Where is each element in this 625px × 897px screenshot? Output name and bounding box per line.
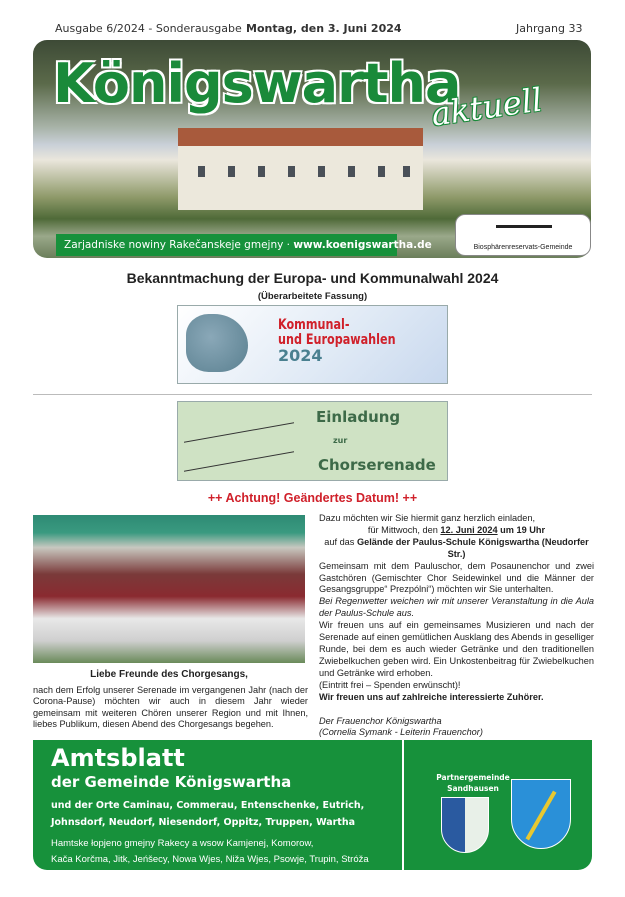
masthead-suffix: aktuell	[428, 80, 545, 134]
article-intro: nach dem Erfolg unserer Serenade im vergangenen Jahr (nach der Corona-Pause) möchten wir auch in diesem Jahr wieder gemeinsam mit weiteren Chören unserer Region und mit Ihnen, liebes Publikum, diesen Abend des Chorgesangs begehen.	[33, 685, 308, 729]
partner-label: Partnergemeinde Sandhausen	[436, 773, 510, 793]
banner-line: zur	[333, 436, 348, 445]
tagline-bar	[56, 234, 432, 256]
election-headline: Bekanntmachung der Europa- und Kommunalwahl 2024	[126, 270, 499, 286]
event-when: für Mittwoch, den 12. Juni 2024 um 19 Uhr	[367, 524, 546, 535]
volume: Jahrgang 33	[516, 22, 583, 35]
article-body	[319, 513, 594, 739]
amtsblatt-footer	[33, 740, 592, 870]
choir-photo	[33, 515, 305, 663]
biosphere-badge	[455, 214, 591, 256]
election-subheadline: (Überarbeitete Fassung)	[257, 291, 368, 302]
banner-line: Chorserenade	[318, 456, 436, 474]
rain-notice: Bei Regenwetter weichen wir mit unserer Veranstaltung in die Aula der Paulus-Schule aus.	[319, 596, 594, 619]
body-paragraph: Gemeinsam mit dem Pauluschor, dem Posaunenchor und zwei Gastchören (Gemischter Chor Seidewinkel und die Männer der Gesangsgruppe“ Prezpólni“) möchten wir Sie unterhalten.	[319, 560, 594, 595]
date-change-alert: ++ Achtung! Geändertes Datum! ++	[207, 491, 418, 505]
koenigswartha-crest-icon	[511, 779, 571, 849]
article-greeting: Liebe Freunde des Chorgesangs,	[90, 669, 248, 680]
election-banner	[177, 305, 448, 384]
signature-role: (Cornelia Symank - Leiterin Frauenchor)	[319, 727, 483, 738]
footer-subtitle: der Gemeinde Königswartha	[51, 773, 292, 791]
footer-sorbian: Hamtske łopjeno gmejny Rakecy a wsow Kamjenej, Komorow, Kača Korčma, Jitk, Jeńšecy, Nowa Wjes, Niža Wjes, Psowje, Trupin, Stróža	[51, 838, 369, 865]
footer-divider	[402, 740, 404, 870]
website-link[interactable]: www.koenigswartha.de	[293, 239, 432, 251]
masthead-title: Königswartha	[53, 52, 461, 115]
music-notes-icon	[184, 422, 294, 471]
footer-places: und der Orte Caminau, Commerau, Entenschenke, Eutrich, Johnsdorf, Neudorf, Niesendorf, Oppitz, Truppen, Wartha	[51, 800, 365, 828]
tagline: Zarjadniske nowiny Rakečanskeje gmejny ·	[64, 239, 294, 251]
sandhausen-crest-icon	[441, 797, 489, 853]
badge-text: Biosphärenreservats-Gemeinde	[473, 244, 573, 251]
signature: Der Frauenchor Königswartha	[319, 715, 442, 726]
castle-image	[178, 128, 423, 210]
map-icon	[186, 314, 248, 372]
body-paragraph: Wir freuen uns auf ein gemeinsames Musizieren und nach der Serenade auf einen gemütlichen Ausklang des Abends in geselliger Runde, bei dem es auch wieder Getränke und den traditionellen Zwiebelkuchen geben wird. Ein Unkostenbeitrag für Zwiebelkuchen und Getränke wird erhoben.	[319, 620, 594, 678]
event-where: auf das Gelände der Paulus-Schule Königswartha (Neudorfer Str.)	[324, 536, 589, 559]
entry-note: (Eintritt frei – Spenden erwünscht)!	[319, 679, 461, 690]
banner-line: Einladung	[316, 408, 401, 426]
divider	[33, 394, 592, 395]
issue-date: Montag, den 3. Juni 2024	[246, 22, 402, 35]
issue-number: Ausgabe 6/2024 - Sonderausgabe	[55, 22, 242, 35]
banner-text: Kommunal- und Europawahlen	[278, 317, 396, 348]
closing-line: Wir freuen uns auf zahlreiche interessierte Zuhörer.	[319, 691, 544, 702]
invite-text: Dazu möchten wir Sie hiermit ganz herzlich einladen,	[319, 513, 536, 523]
banner-year: 2024	[278, 346, 323, 365]
footer-title: Amtsblatt	[51, 744, 185, 772]
serenade-banner	[177, 401, 448, 481]
reed-logo-icon	[496, 225, 552, 228]
